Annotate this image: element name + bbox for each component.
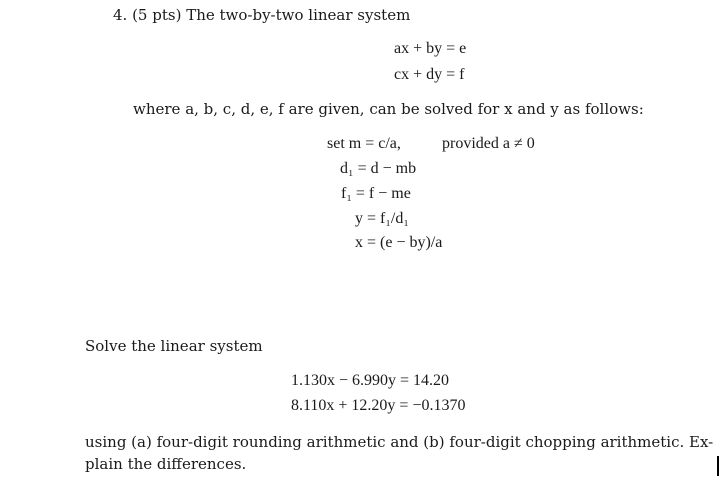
- numeric-equation-2: 8.110x + 12.20y = −0.1370: [291, 397, 466, 414]
- problem-header: 4. (5 pts) The two-by-two linear system: [113, 6, 411, 24]
- solve-label: Solve the linear system: [85, 337, 263, 355]
- system-equation-1: ax + by = e: [394, 40, 467, 57]
- algorithm-step-5: x = (e − by)/a: [355, 234, 443, 251]
- where-line: where a, b, c, d, e, f are given, can be solved for x and y as follows:: [133, 100, 644, 118]
- system-equation-2: cx + dy = f: [394, 66, 465, 83]
- algorithm-step-2: d₁ = d − mb: [340, 160, 417, 177]
- instruction-line-2: plain the differences.: [85, 455, 247, 473]
- numeric-equation-1: 1.130x − 6.990y = 14.20: [291, 372, 450, 389]
- algorithm-step-1: set m = c/a,: [327, 135, 401, 152]
- algorithm-step-4: y = f₁/d₁: [355, 210, 409, 227]
- algorithm-step-1-note: provided a ≠ 0: [442, 135, 535, 152]
- algorithm-step-3: f₁ = f − me: [341, 185, 411, 202]
- instruction-line-1: using (a) four-digit rounding arithmetic and (b) four-digit chopping arithmetic. Ex-: [85, 433, 714, 451]
- page-edge-marker: [717, 456, 719, 476]
